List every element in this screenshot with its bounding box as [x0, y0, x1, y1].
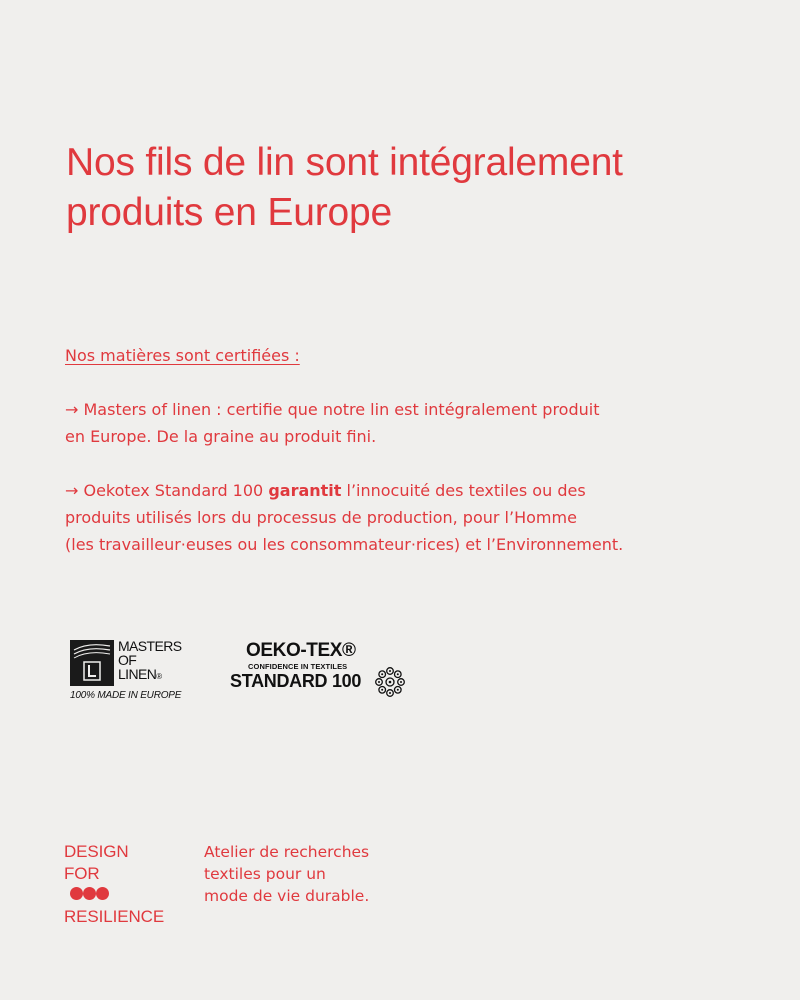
masters-of-linen-paragraph	[65, 396, 765, 450]
mol-line-1: MASTERS	[118, 638, 182, 654]
tagline-line-2: textiles pour un	[204, 865, 326, 883]
oekotex-prefix: → Oekotex Standard 100	[65, 481, 269, 500]
brand-line-2	[64, 863, 164, 906]
brand-dots-icon	[70, 884, 164, 906]
masters-of-linen-wordmark	[118, 639, 181, 684]
masters-of-linen-tagline: 100% MADE IN EUROPE	[70, 690, 182, 701]
oeko-tex-name: OEKO-TEX®	[246, 640, 356, 661]
mol-registered: ®	[156, 672, 162, 681]
oekotex-line-2: produits utilisés lors du processus de production, pour l’Homme	[65, 508, 577, 527]
title-line-1: Nos fils de lin sont intégralement	[66, 141, 623, 184]
brand-line-3: RESILIENCE	[64, 906, 165, 926]
mol-line-3	[118, 667, 181, 684]
footer-tagline	[204, 841, 369, 907]
masters-line-2: en Europe. De la graine au produit fini.	[65, 427, 377, 446]
tagline-line-1: Atelier de recherches	[204, 843, 370, 861]
brand-line-1: DESIGN	[64, 842, 129, 861]
oekotex-suffix: l’innocuité des textiles ou des	[341, 481, 586, 500]
brand-line-2-text: FOR	[64, 863, 100, 883]
masters-of-linen-logo-icon	[70, 640, 114, 686]
design-for-resilience-brand	[64, 841, 164, 927]
page-title	[66, 138, 766, 238]
oeko-tex-standard: STANDARD 100	[230, 671, 362, 691]
oeko-tex-logo	[230, 640, 410, 700]
oekotex-line-3: (les travailleur·euses ou les consommateur·rices) et l’Environnement.	[65, 535, 624, 554]
masters-of-linen-logo	[70, 640, 200, 704]
oekotex-paragraph	[65, 477, 765, 558]
oekotex-line-1	[65, 477, 765, 504]
oekotex-bold-word: garantit	[268, 481, 342, 500]
oeko-tex-subtitle: CONFIDENCE IN TEXTILES	[248, 662, 348, 671]
mol-line-2: OF	[118, 652, 137, 668]
title-line-2: produits en Europe	[66, 191, 392, 234]
certifications-heading: Nos matières sont certifiées :	[65, 346, 300, 365]
masters-line-1: → Masters of linen : certifie que notre lin est intégralement produit	[65, 400, 600, 419]
mol-line-3-text: LINEN	[118, 666, 157, 682]
oeko-tex-flower-icon	[372, 664, 408, 700]
tagline-line-3: mode de vie durable.	[204, 887, 370, 905]
